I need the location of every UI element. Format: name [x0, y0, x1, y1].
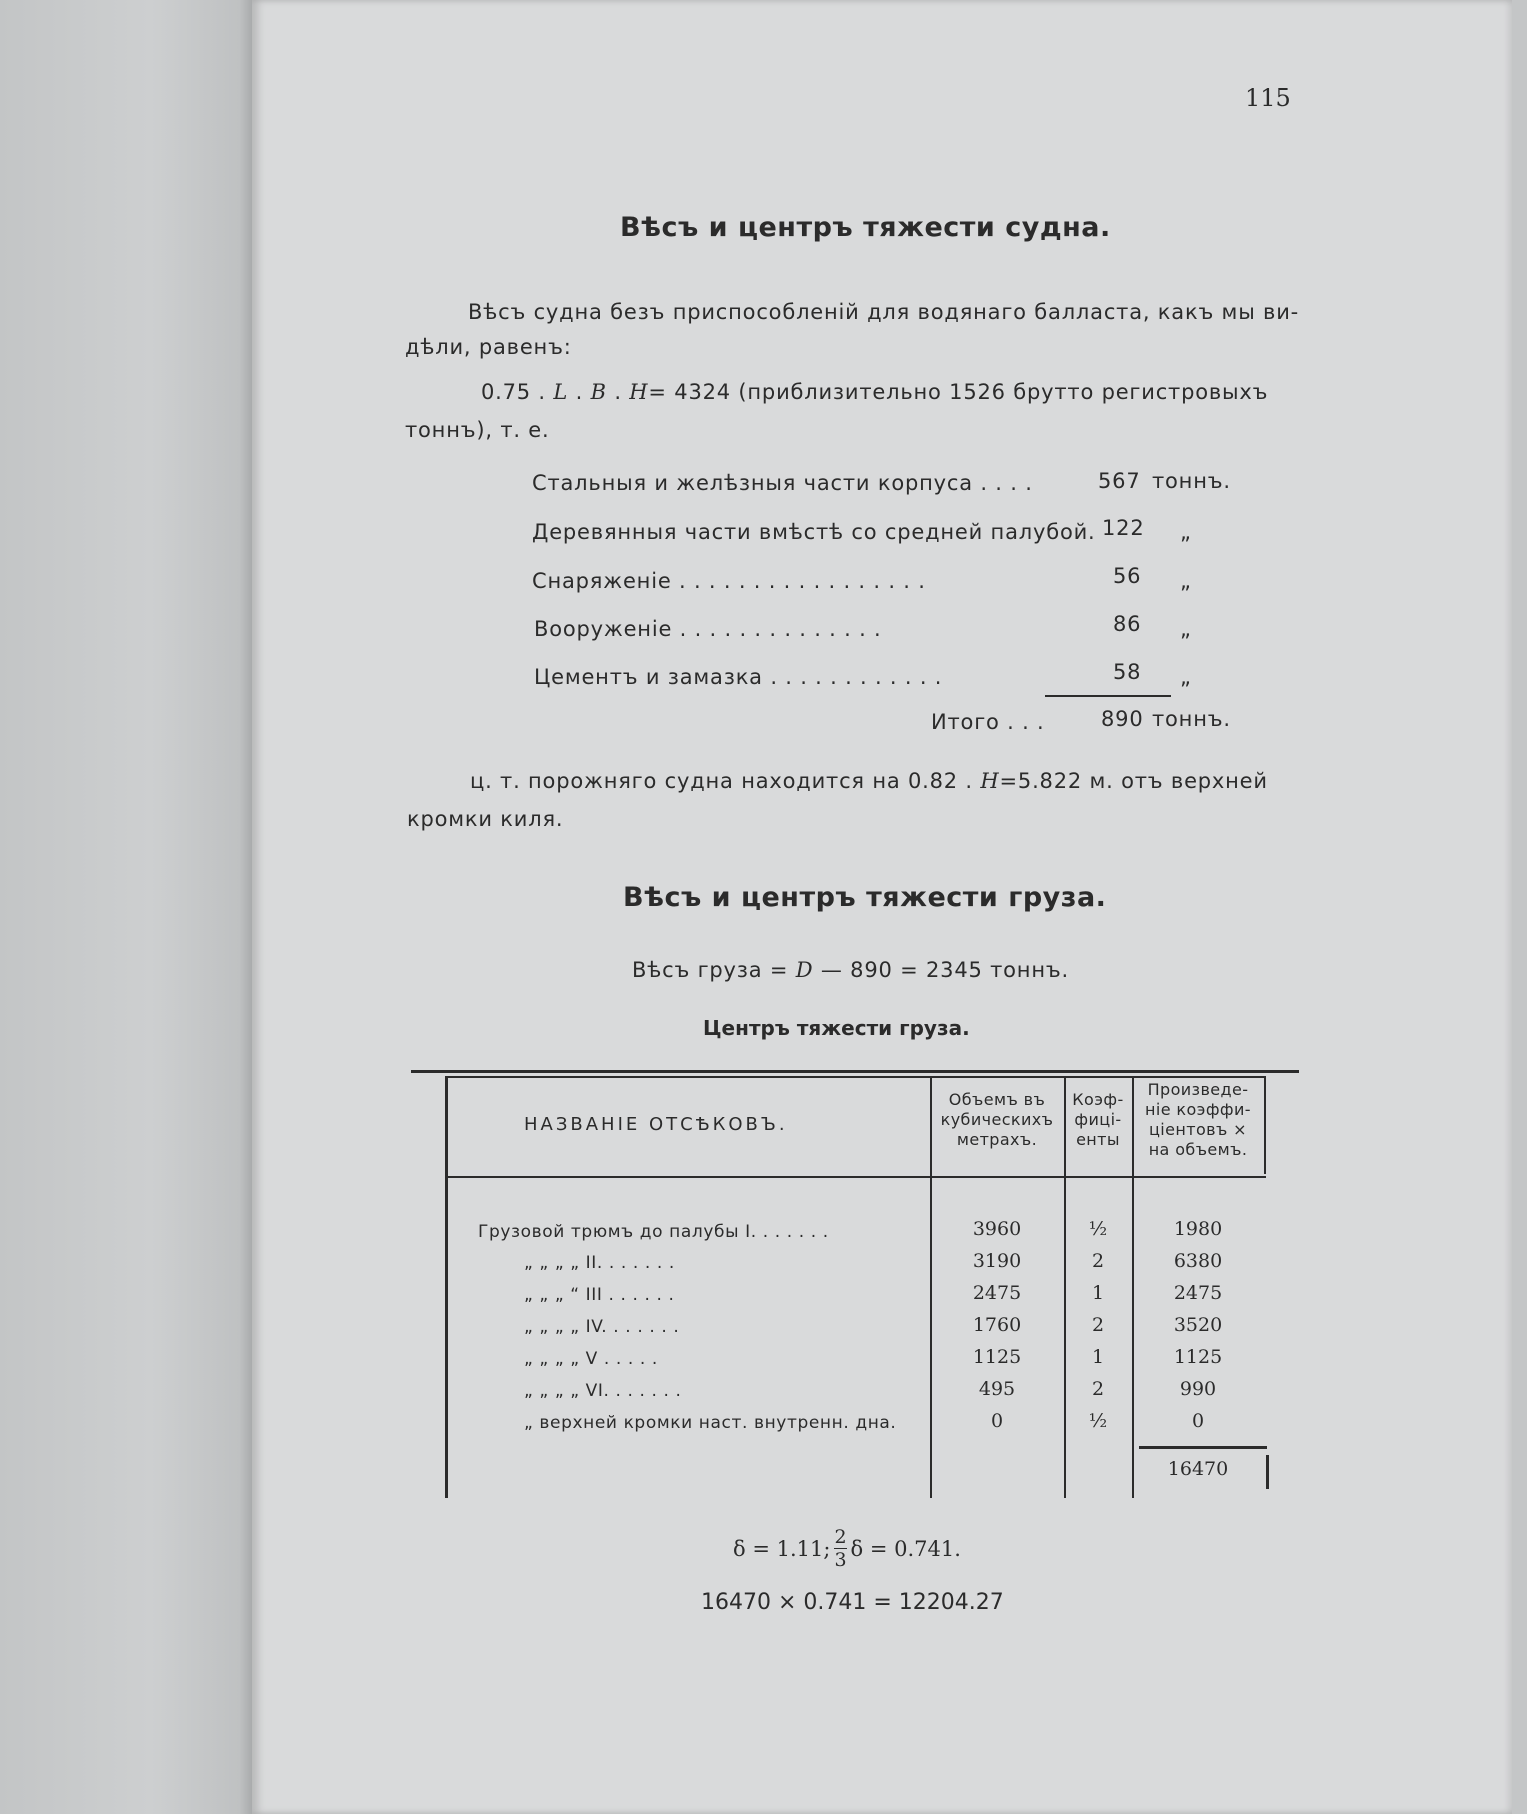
item-value: 56	[1113, 564, 1142, 588]
header-coef-line: фиці-	[1074, 1110, 1122, 1129]
item-label: Цементъ и замазка . . . . . . . . . . . .	[534, 665, 943, 689]
header-product	[1132, 1080, 1264, 1160]
header-name: НАЗВАНІЕ ОТСѢКОВЪ.	[524, 1114, 788, 1135]
item-value: 122	[1102, 516, 1145, 540]
table-cell-volume: 0	[990, 1410, 1004, 1432]
table-cell-product: 0	[1191, 1410, 1205, 1432]
table-cell-coef: 1	[1091, 1282, 1105, 1304]
header-coef-line: енты	[1076, 1130, 1120, 1149]
header-bottom-rule	[448, 1176, 1266, 1178]
item-label: Вооруженіе . . . . . . . . . . . . . .	[534, 617, 882, 641]
right-page-edge	[1512, 0, 1527, 1814]
final-equation: 16470 × 0.741 = 12204.27	[701, 1590, 1004, 1615]
header-product-line: ціентовъ ×	[1149, 1120, 1247, 1139]
table-right-border	[1264, 1076, 1266, 1174]
table-cell-product: 990	[1179, 1378, 1217, 1400]
table-row-label: „ „ „ „ II. . . . . . .	[524, 1253, 675, 1273]
item-value: 567	[1098, 469, 1141, 493]
table-cell-volume: 1125	[972, 1346, 1022, 1368]
formula-prefix: 0.75 .	[481, 380, 546, 404]
table-cell-product: 3520	[1173, 1314, 1223, 1336]
header-product-line: на объемъ.	[1148, 1140, 1248, 1159]
header-coef-line: Коэф-	[1072, 1090, 1124, 1109]
table-row-label: „ „ „ “ III . . . . . .	[524, 1285, 675, 1305]
table-cell-coef: ½	[1088, 1218, 1108, 1240]
header-volume-line: метрахъ.	[956, 1130, 1038, 1149]
table-title: Центръ тяжести груза.	[703, 1016, 970, 1040]
cg-rest: =5.822 м. отъ верхней	[999, 769, 1268, 793]
formula-var-L: L	[553, 380, 569, 404]
fraction-denominator: 3	[834, 1549, 847, 1571]
paragraph-line: дѣли, равенъ:	[405, 335, 572, 359]
header-product-line: ніе коэффи-	[1144, 1100, 1251, 1119]
table-top-rule	[411, 1070, 1299, 1073]
delta-equation	[733, 1526, 961, 1571]
formula-dot: .	[614, 380, 622, 404]
table-cell-coef: 2	[1091, 1250, 1105, 1272]
header-product-line: Произведе-	[1147, 1080, 1249, 1099]
table-row-label: Грузовой трюмъ до палубы I. . . . . . .	[478, 1222, 829, 1242]
table-left-border	[445, 1076, 448, 1498]
center-of-gravity-line	[470, 769, 1268, 793]
fraction-numerator: 2	[834, 1526, 847, 1548]
delta-eq-part2: δ = 0.741.	[850, 1536, 961, 1561]
total-unit: тоннъ.	[1152, 707, 1231, 731]
page-number: 115	[1245, 84, 1291, 112]
paragraph-line: тоннъ), т. е.	[405, 418, 550, 442]
total-value: 890	[1101, 707, 1144, 731]
table-cell-volume: 2475	[972, 1282, 1022, 1304]
section-title-cargo-weight: Вѣсъ и центръ тяжести груза.	[623, 882, 1107, 913]
table-top-rule-inner	[445, 1076, 1265, 1078]
table-cell-coef: 2	[1091, 1314, 1105, 1336]
table-cell-product: 6380	[1173, 1250, 1223, 1272]
formula-var-H: H	[629, 380, 649, 404]
item-value: 86	[1113, 612, 1142, 636]
cargo-var-D: D	[795, 958, 814, 982]
paragraph-line: Вѣсъ судна безъ приспособленій для водянаго балласта, какъ мы ви-	[468, 300, 1300, 324]
formula-rest: = 4324 (приблизительно 1526 брутто регистровыхъ	[648, 380, 1269, 404]
item-label: Стальныя и желѣзныя части корпуса . . . .	[532, 471, 1033, 495]
table-cell-coef: ½	[1088, 1410, 1108, 1432]
table-cell-coef: 1	[1091, 1346, 1105, 1368]
cg-var-H: H	[980, 769, 1000, 793]
left-page-edge	[0, 0, 252, 1814]
fraction-two-thirds	[834, 1526, 846, 1571]
sum-rule	[1139, 1446, 1267, 1449]
table-cell-volume: 1760	[972, 1314, 1022, 1336]
item-label: Снаряженіе . . . . . . . . . . . . . . . . .	[532, 569, 926, 593]
header-coef	[1064, 1090, 1132, 1150]
item-unit: „	[1180, 665, 1192, 689]
delta-eq-part1: δ = 1.11;	[733, 1536, 831, 1561]
section-title-ship-weight: Вѣсъ и центръ тяжести судна.	[620, 212, 1111, 243]
item-unit: „	[1180, 617, 1192, 641]
item-unit: „	[1180, 520, 1192, 544]
item-value: 58	[1113, 660, 1142, 684]
table-row-label: „ „ „ „ IV. . . . . . .	[524, 1317, 680, 1337]
table-cell-coef: 2	[1091, 1378, 1105, 1400]
table-cell-volume: 495	[978, 1378, 1016, 1400]
table-row-label: „ „ „ „ V . . . . .	[524, 1349, 658, 1369]
header-volume-line: Объемъ въ	[948, 1090, 1046, 1109]
cargo-weight-formula	[632, 958, 1069, 982]
cg-prefix: ц. т. порожняго судна находится на 0.82 .	[470, 769, 973, 793]
table-cell-product: 2475	[1173, 1282, 1223, 1304]
formula-dot: .	[575, 380, 584, 404]
item-unit: тоннъ.	[1152, 469, 1231, 493]
formula-var-B: B	[590, 380, 607, 404]
cargo-weight-prefix: Вѣсъ груза =	[632, 958, 789, 982]
table-sum: 16470	[1167, 1458, 1229, 1480]
item-label: Деревянныя части вмѣстѣ со средней палубой.	[532, 520, 1096, 544]
header-volume	[930, 1090, 1064, 1150]
cargo-weight-rest: — 890 = 2345 тоннъ.	[820, 958, 1069, 982]
table-right-border-bottom	[1266, 1455, 1269, 1489]
table-cell-volume: 3190	[972, 1250, 1022, 1272]
header-volume-line: кубическихъ	[940, 1110, 1054, 1129]
total-label: Итого . . .	[931, 710, 1045, 734]
sum-rule	[1045, 695, 1171, 697]
table-row-label: „ верхней кромки наст. внутренн. дна.	[524, 1413, 897, 1433]
table-cell-product: 1125	[1173, 1346, 1223, 1368]
item-unit: „	[1180, 569, 1192, 593]
table-cell-volume: 3960	[972, 1218, 1022, 1240]
weight-formula	[481, 380, 1268, 404]
paragraph-line: кромки киля.	[407, 807, 564, 831]
table-row-label: „ „ „ „ VI. . . . . . .	[524, 1381, 682, 1401]
table-cell-product: 1980	[1173, 1218, 1223, 1240]
